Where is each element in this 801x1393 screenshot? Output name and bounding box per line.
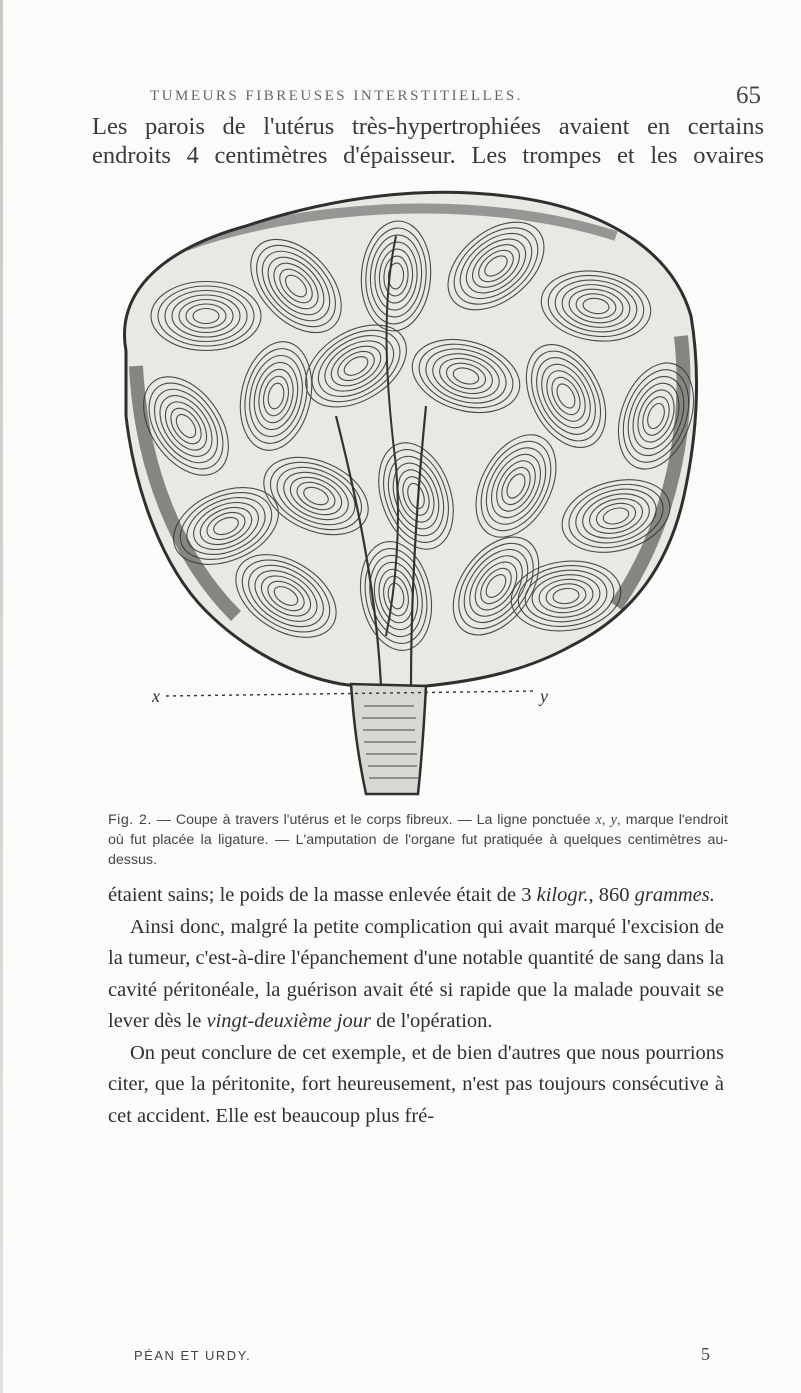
caption-var-x: x bbox=[595, 812, 602, 828]
intro-text bbox=[92, 112, 764, 170]
intro-line-1: Les parois de l'utérus très-hypertrophiées avaient en certains bbox=[92, 113, 764, 140]
paragraph-2-text-b: de l'opération. bbox=[370, 1010, 493, 1032]
caption-text-1: — Coupe à travers l'utérus et le corps fibreux. — La ligne ponctuée bbox=[156, 812, 591, 828]
body-text bbox=[108, 880, 724, 1132]
paragraph-1 bbox=[108, 880, 724, 912]
paragraph-1-text-b: , 860 bbox=[588, 884, 635, 906]
sheet-number: 5 bbox=[701, 1344, 710, 1364]
page-number: 65 bbox=[736, 82, 761, 109]
marker-y: y bbox=[540, 686, 548, 706]
page-edge bbox=[0, 0, 3, 1393]
caption-text-2: , marque l'endroit où fut placée la ligature. — L'amputation de l'organe fut pratiquée à quelques centimètres au-dessus. bbox=[108, 812, 728, 868]
paragraph-1-text-a: étaient sains; le poids de la masse enlevée était de 3 bbox=[108, 884, 537, 906]
paragraph-1-grammes: grammes. bbox=[634, 884, 715, 906]
paragraph-2-text-a: Ainsi donc, malgré la petite complication qui avait marqué l'excision de la tumeur, c'est-à-dire l'épanchement d'une notable quantité de sang dans la cavité péritonéale, la guérison avait été si rapide que la malade pouvait se lever dès le bbox=[108, 915, 724, 1032]
paragraph-2-emphasis: vingt-deuxième jour bbox=[206, 1010, 371, 1032]
uterus-section-figure bbox=[96, 166, 706, 796]
intro-line-2: endroits 4 centimètres d'épaisseur. Les trompes et les ovaires bbox=[92, 142, 764, 169]
marker-x: x bbox=[152, 686, 160, 706]
paragraph-2 bbox=[108, 912, 724, 1038]
paragraph-3: On peut conclure de cet exemple, et de bien d'autres que nous pourrions citer, que la péritonite, fort heureusement, n'est pas toujours consécutive à cet accident. Elle est beaucoup plus fré- bbox=[108, 1041, 724, 1127]
uterus-engraving bbox=[96, 166, 706, 796]
paragraph-1-kilogr: kilogr. bbox=[536, 884, 589, 906]
figure-caption bbox=[108, 810, 728, 870]
caption-sep: , bbox=[601, 812, 611, 828]
caption-label: Fig. 2. bbox=[108, 812, 152, 828]
signature-mark: PÉAN ET URDY. bbox=[134, 1348, 252, 1363]
running-head: TUMEURS FIBREUSES INTERSTITIELLES. bbox=[150, 88, 523, 104]
caption-var-y: y bbox=[610, 812, 617, 828]
